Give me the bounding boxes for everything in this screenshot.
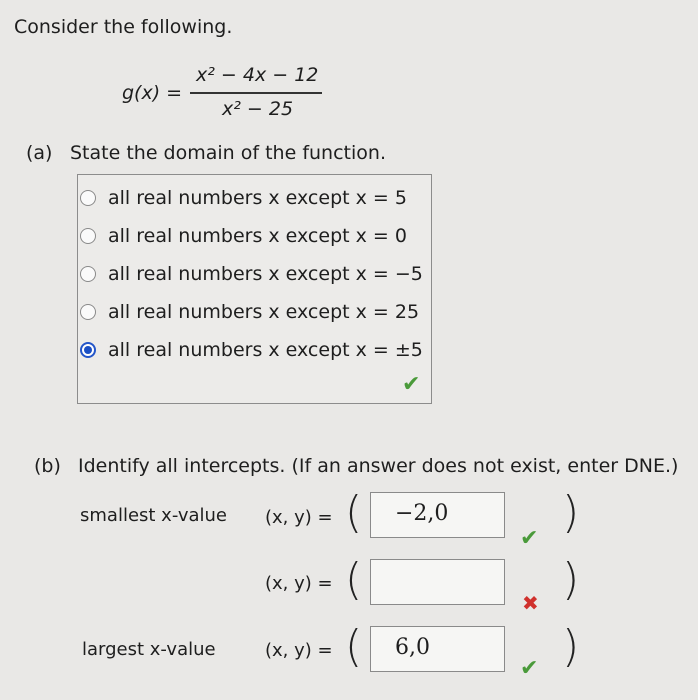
part-b-question: Identify all intercepts. (If an answer does not exist, enter DNE.) <box>78 455 679 477</box>
option-label: all real numbers x except x = 5 <box>108 187 407 209</box>
open-paren: ( <box>345 487 363 538</box>
radio-button-selected[interactable] <box>80 342 96 358</box>
fraction-bar <box>190 92 322 94</box>
option-except-plusminus5[interactable] <box>80 337 423 363</box>
coord-label: (x, y) = <box>265 640 333 661</box>
part-a-question: State the domain of the function. <box>70 142 386 164</box>
function-lhs: g(x) = <box>122 82 183 104</box>
part-a-label: (a) <box>26 142 53 164</box>
function-denominator: x² − 25 <box>222 98 294 120</box>
option-label: all real numbers x except x = 25 <box>108 301 420 323</box>
radio-button[interactable] <box>80 228 96 244</box>
largest-intercept-input[interactable] <box>370 626 505 672</box>
close-paren: ) <box>562 554 580 605</box>
input-value: −2,0 <box>395 501 449 526</box>
input-value: 6,0 <box>395 635 430 660</box>
smallest-intercept-input[interactable] <box>370 492 505 538</box>
check-icon: ✔ <box>402 372 421 397</box>
smallest-x-label: smallest x-value <box>80 505 228 526</box>
radio-button[interactable] <box>80 266 96 282</box>
option-except-5[interactable] <box>80 185 407 211</box>
check-icon: ✔ <box>520 656 539 681</box>
open-paren: ( <box>345 554 363 605</box>
option-label: all real numbers x except x = ±5 <box>108 339 423 361</box>
function-numerator: x² − 4x − 12 <box>196 64 319 86</box>
option-except-25[interactable] <box>80 299 419 325</box>
option-except-0[interactable] <box>80 223 407 249</box>
radio-button[interactable] <box>80 304 96 320</box>
option-label: all real numbers x except x = 0 <box>108 225 407 247</box>
part-b-label: (b) <box>34 455 61 477</box>
close-paren: ) <box>562 621 580 672</box>
largest-x-label: largest x-value <box>82 639 216 660</box>
coord-label: (x, y) = <box>265 573 333 594</box>
open-paren: ( <box>345 621 363 672</box>
option-except-neg5[interactable] <box>80 261 423 287</box>
middle-intercept-input[interactable] <box>370 559 505 605</box>
coord-label: (x, y) = <box>265 507 333 528</box>
check-icon: ✔ <box>520 526 539 551</box>
option-label: all real numbers x except x = −5 <box>108 263 423 285</box>
intro-text: Consider the following. <box>14 16 233 38</box>
cross-icon: ✖ <box>522 591 539 615</box>
radio-button[interactable] <box>80 190 96 206</box>
close-paren: ) <box>562 487 580 538</box>
